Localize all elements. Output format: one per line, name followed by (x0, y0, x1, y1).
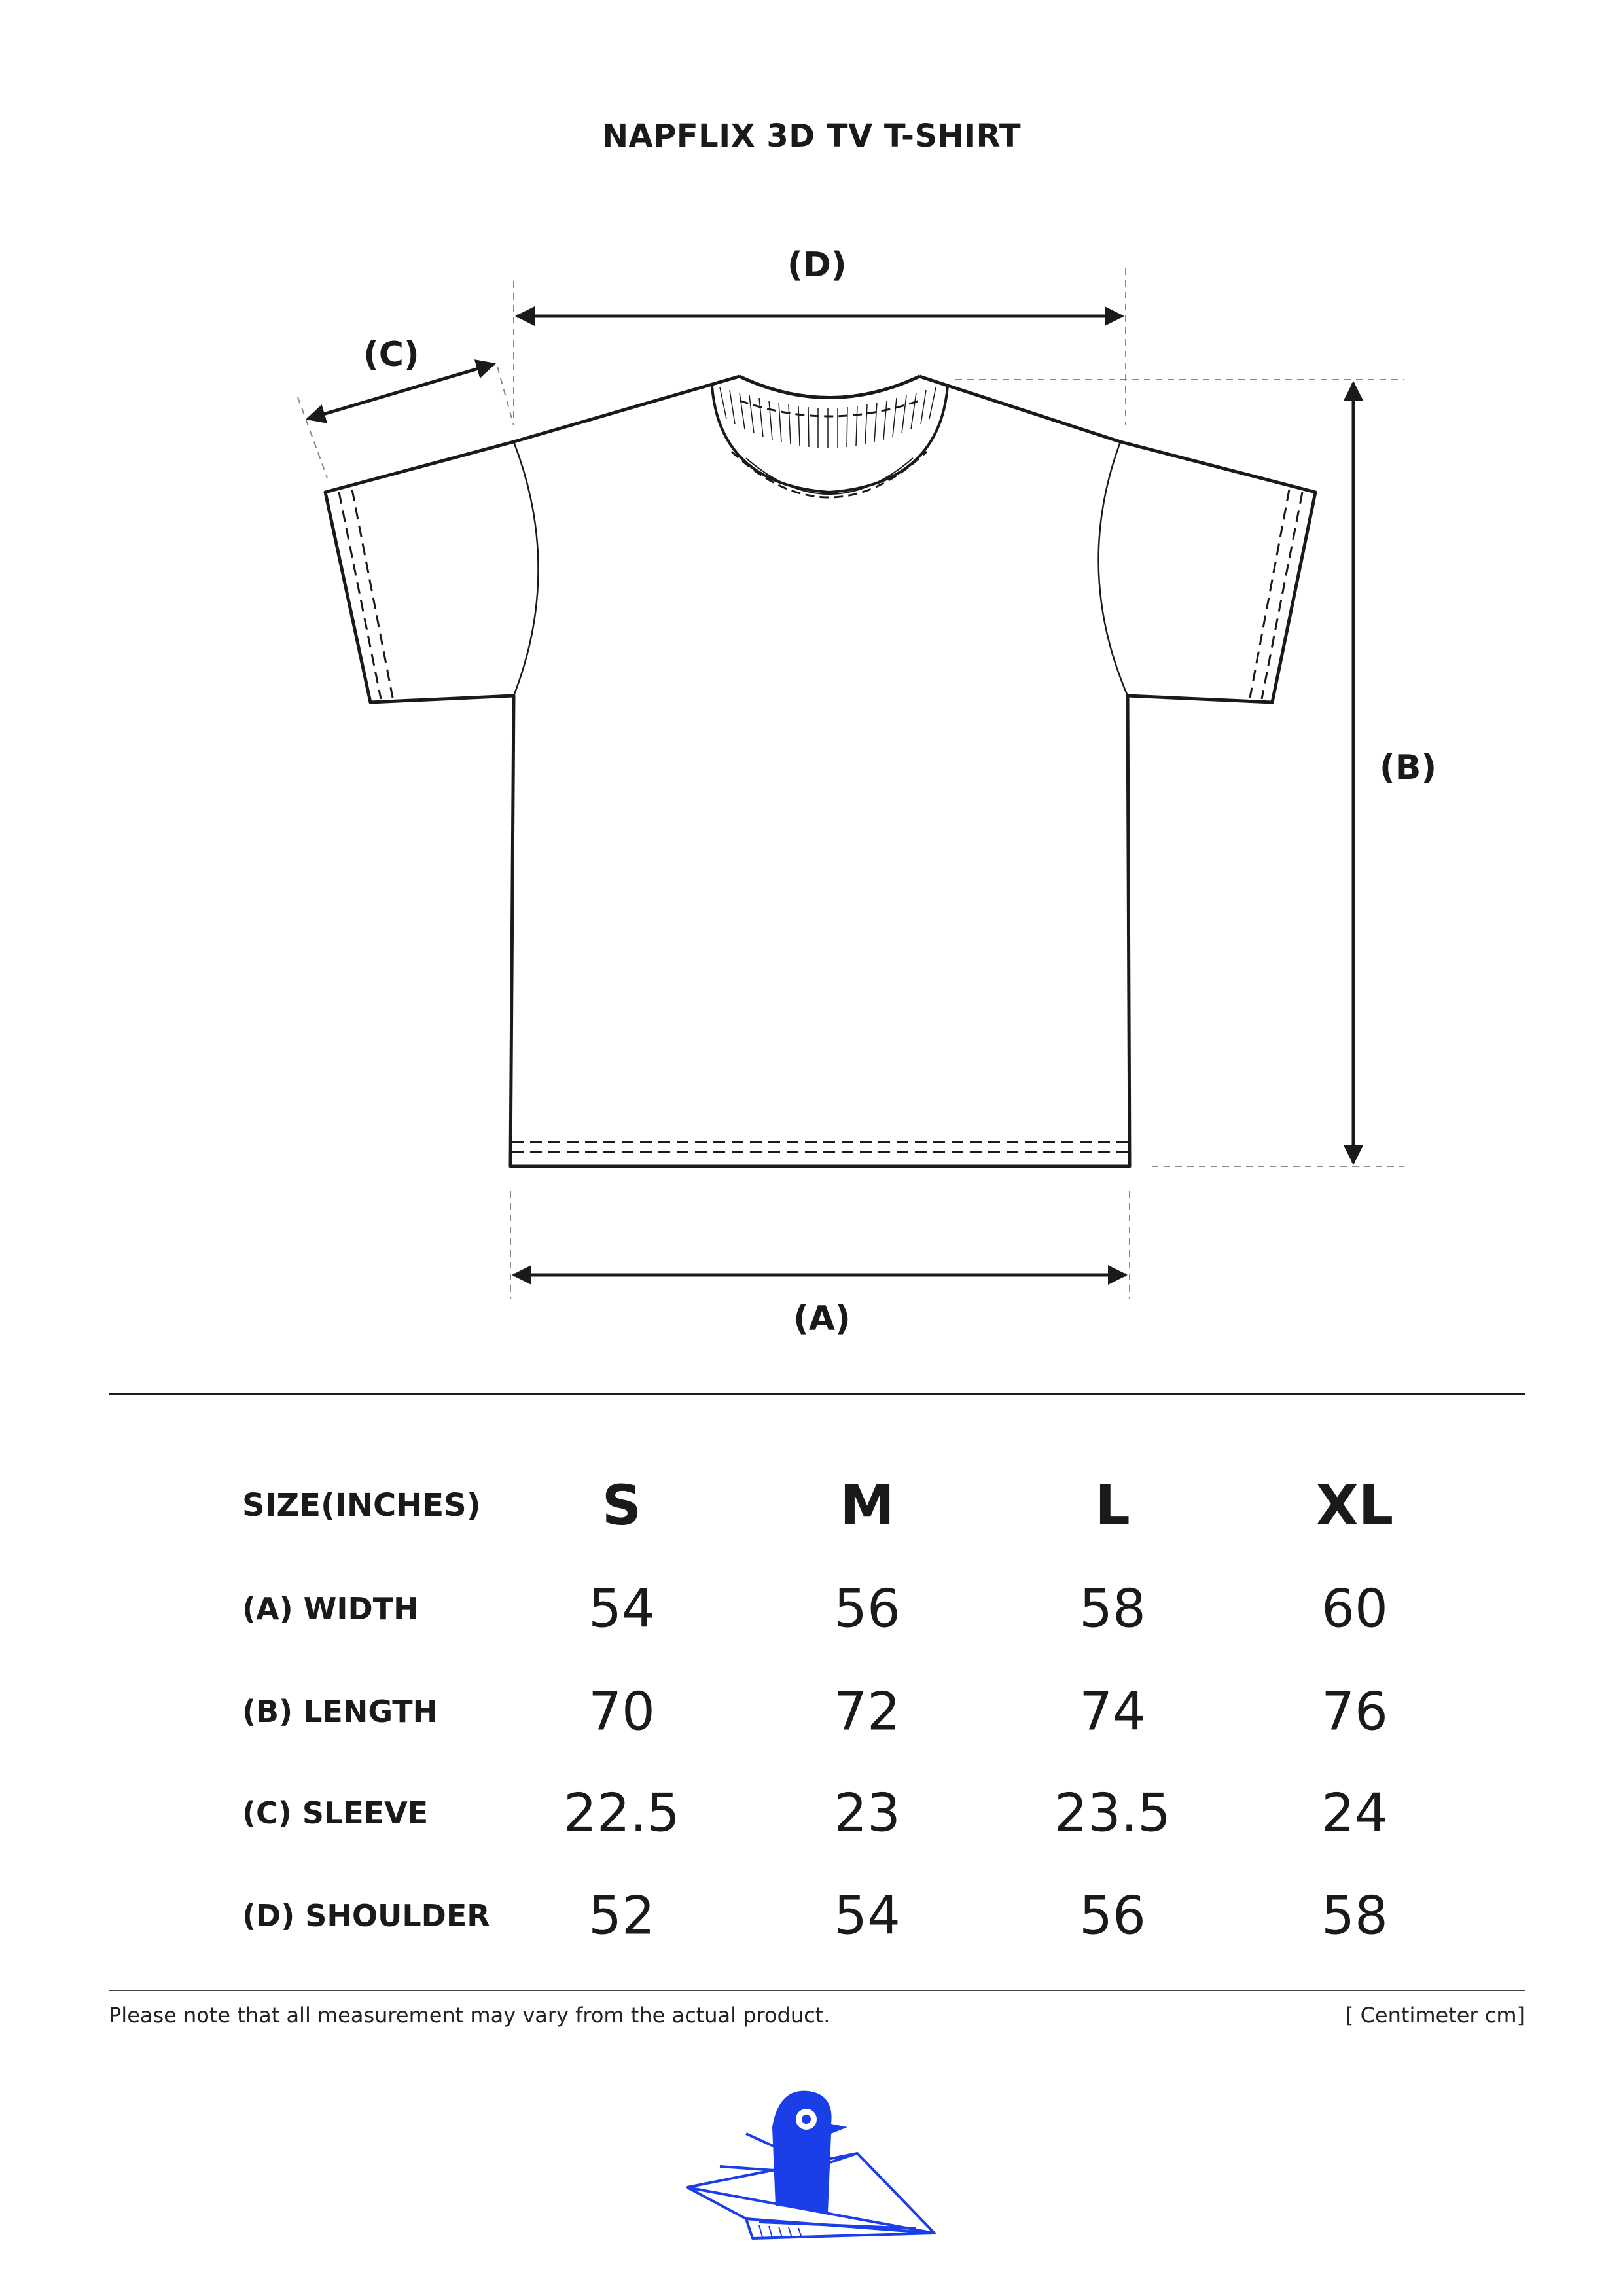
table-cell: 56 (1079, 1885, 1146, 1946)
table-cell: 22.5 (563, 1782, 681, 1844)
table-cell: 24 (1321, 1782, 1388, 1844)
tshirt-outline (325, 376, 1315, 1166)
table-cell: 23.5 (1054, 1782, 1171, 1844)
row-label: (A) WIDTH (242, 1591, 419, 1626)
header-label: SIZE(INCHES) (242, 1487, 481, 1524)
table-cell: 58 (1079, 1578, 1146, 1640)
size-header: S (601, 1473, 642, 1537)
table-row (0, 1672, 1623, 1751)
table-cell: 52 (588, 1885, 655, 1946)
table-cell: 54 (834, 1885, 901, 1946)
paper-plane-bird-logo-icon (681, 2088, 942, 2245)
table-row (0, 1774, 1623, 1852)
table-cell: 70 (588, 1681, 655, 1742)
page-title: NAPFLIX 3D TV T-SHIRT (601, 118, 1022, 154)
row-label: (D) SHOULDER (242, 1898, 490, 1933)
unit-note: [ Centimeter cm] (1345, 2003, 1525, 2028)
size-header: XL (1315, 1473, 1394, 1537)
table-cell: 58 (1321, 1885, 1388, 1946)
divider-bottom (109, 1990, 1525, 1991)
sleeve-hem-stitching (339, 490, 1302, 699)
bottom-hem-stitching (512, 1142, 1128, 1152)
dimension-label-c: (C) (363, 335, 419, 374)
row-label: (B) LENGTH (242, 1694, 438, 1729)
table-cell: 60 (1321, 1578, 1388, 1640)
table-row (0, 1876, 1623, 1955)
disclaimer-note: Please note that all measurement may vary from the actual product. (109, 2003, 830, 2028)
row-label: (C) SLEEVE (242, 1795, 429, 1831)
table-cell: 23 (834, 1782, 901, 1844)
dimension-label-a: (A) (793, 1299, 851, 1338)
divider-top (109, 1393, 1525, 1395)
size-header: M (840, 1473, 895, 1537)
table-cell: 76 (1321, 1681, 1388, 1742)
table-cell: 72 (834, 1681, 901, 1742)
collar (712, 376, 948, 497)
dimension-label-d: (D) (787, 245, 847, 285)
table-row (0, 1570, 1623, 1648)
size-header: L (1095, 1473, 1130, 1537)
table-cell: 54 (588, 1578, 655, 1640)
dimension-label-b: (B) (1380, 748, 1437, 787)
table-header-row (0, 1466, 1623, 1545)
guide-lines (298, 268, 1404, 1299)
armhole-seams (514, 442, 1128, 696)
table-cell: 56 (834, 1578, 901, 1640)
table-cell: 74 (1079, 1681, 1146, 1742)
